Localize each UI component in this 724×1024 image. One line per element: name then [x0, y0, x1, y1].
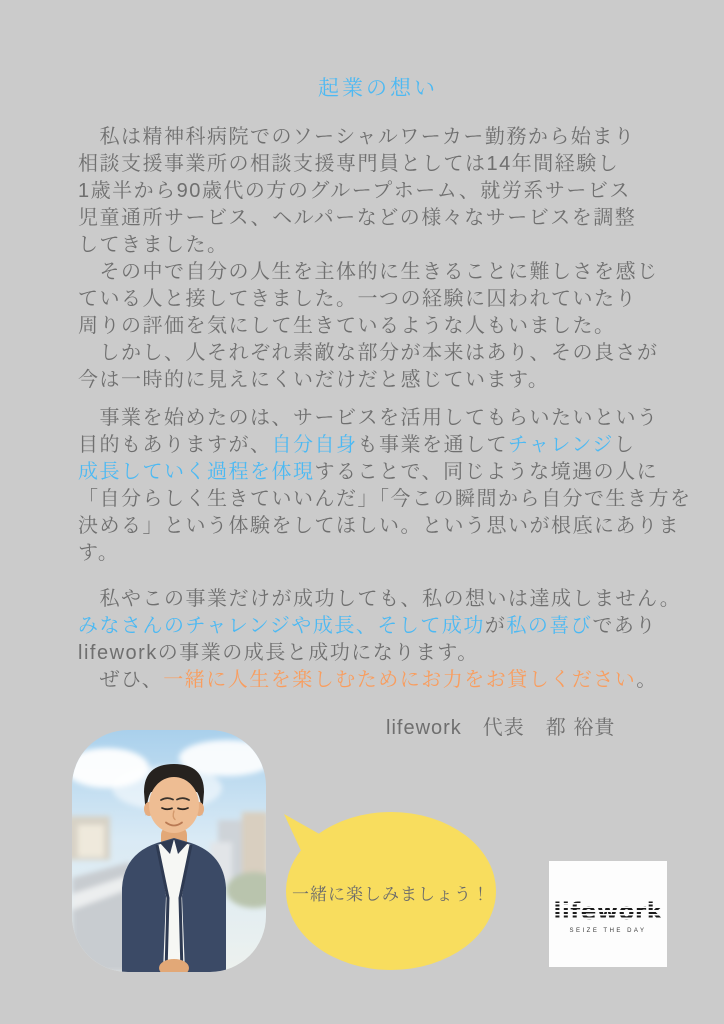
text-line	[78, 405, 678, 432]
text-segment: 目的もありますが、	[78, 434, 272, 456]
text-line	[78, 586, 682, 613]
text-segment: その中で自分の人生を主体的に生きることに難しさを感じ	[78, 261, 659, 283]
body-text	[78, 124, 692, 694]
text-segment: し	[613, 434, 636, 456]
text-segment: しかし、人それぞれ素敵な部分が本来はあり、その良さが	[78, 342, 659, 364]
text-line	[78, 232, 678, 259]
text-segment: も事業を通して	[357, 434, 508, 456]
text-segment: 今は一時的に見えにくいだけだと感じています。	[78, 369, 550, 391]
text-line	[78, 613, 678, 640]
text-segment: 一緒に人生を楽しむためにお力をお貸しください	[163, 669, 637, 691]
text-segment: 。	[636, 669, 658, 691]
text-segment: 「自分らしく生きていいんだ」「今この瞬間から自分で生き方を	[78, 488, 692, 510]
text-line	[78, 513, 678, 540]
text-line	[78, 178, 678, 205]
portrait-image	[72, 730, 266, 972]
text-segment: してきました。	[78, 234, 229, 256]
text-segment: が	[484, 615, 507, 637]
text-segment: チャレンジ	[508, 434, 614, 456]
portrait-photo	[72, 730, 266, 972]
logo-wordmark: lifework	[553, 898, 663, 925]
text-segment: みなさんのチャレンジや成長、そして成功	[78, 615, 485, 637]
text-line	[78, 486, 692, 513]
text-segment: ぜひ、	[78, 669, 164, 691]
text-segment: す。	[78, 542, 120, 564]
text-line	[78, 151, 678, 178]
page-title: 起業の想い	[318, 77, 438, 100]
text-line	[78, 340, 678, 367]
signature: lifework 代表 都 裕貴	[386, 717, 616, 739]
text-line	[78, 259, 678, 286]
text-line	[78, 205, 678, 232]
text-line	[78, 367, 678, 394]
text-segment: 決める」という体験をしてほしい。という思いが根底にありま	[78, 515, 680, 537]
text-line	[78, 313, 678, 340]
text-line	[78, 286, 678, 313]
text-segment: 自分自身	[271, 434, 358, 456]
text-segment: であり	[592, 615, 657, 637]
text-line	[78, 124, 678, 151]
logo-card	[549, 861, 667, 967]
paragraph	[78, 124, 678, 394]
text-segment: することで、同じような境遇の人に	[314, 461, 659, 483]
text-segment: 私の喜び	[506, 615, 593, 637]
text-segment: lifeworkの事業の成長と成功になります。	[78, 642, 479, 664]
text-segment: 事業を始めたのは、サービスを活用してもらいたいという	[78, 407, 659, 429]
text-line	[78, 459, 678, 486]
text-segment: 私は精神科病院でのソーシャルワーカー勤務から始まり	[78, 126, 636, 148]
text-line	[78, 432, 678, 459]
text-line	[78, 640, 678, 667]
text-segment: 成長していく過程を体現	[78, 461, 315, 483]
text-line	[78, 667, 678, 694]
text-segment: 相談支援事業所の相談支援専門員としては14年間経験し	[78, 153, 620, 175]
text-segment: 1歳半から90歳代の方のグループホーム、就労系サービス	[78, 180, 631, 202]
text-segment: 私やこの事業だけが成功しても、私の想いは達成しません。	[78, 588, 682, 610]
paragraph	[78, 405, 692, 567]
text-segment: 児童通所サービス、ヘルパーなどの様々なサービスを調整	[78, 207, 637, 229]
text-segment: 周りの評価を気にして生きているような人もいました。	[78, 315, 616, 337]
text-line	[78, 540, 678, 567]
text-segment: ている人と接してきました。一つの経験に囚われていたり	[78, 288, 637, 310]
logo-tagline: SEIZE THE DAY	[569, 927, 647, 934]
speech-bubble-text: 一緒に楽しみましょう！	[292, 885, 490, 904]
speech-bubble	[272, 798, 504, 974]
paragraph	[78, 586, 682, 694]
